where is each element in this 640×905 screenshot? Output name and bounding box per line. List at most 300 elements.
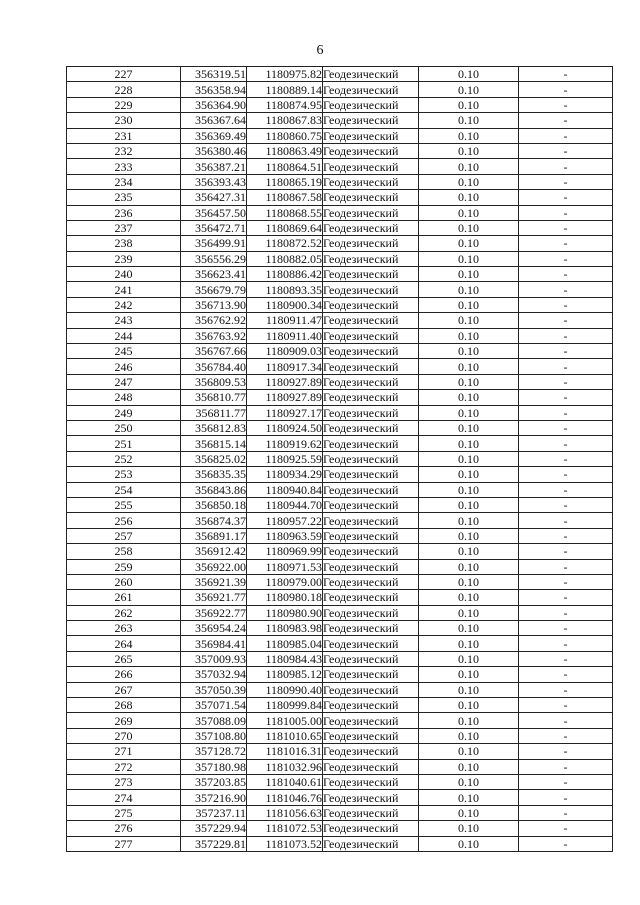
y-coordinate-cell: 1180911.40 bbox=[247, 328, 323, 343]
description-cell: - bbox=[519, 344, 613, 359]
method-cell: Геодезический bbox=[323, 436, 419, 451]
x-coordinate-cell: 356921.39 bbox=[181, 574, 247, 589]
point-number-cell: 243 bbox=[67, 313, 181, 328]
point-number-cell: 228 bbox=[67, 82, 181, 97]
table-row bbox=[67, 436, 613, 451]
method-cell: Геодезический bbox=[323, 621, 419, 636]
x-coordinate-cell: 356367.64 bbox=[181, 113, 247, 128]
method-cell: Геодезический bbox=[323, 143, 419, 158]
x-coordinate-cell: 356713.90 bbox=[181, 297, 247, 312]
description-cell: - bbox=[519, 313, 613, 328]
table-row bbox=[67, 205, 613, 220]
accuracy-cell: 0.10 bbox=[419, 574, 519, 589]
y-coordinate-cell: 1180882.05 bbox=[247, 251, 323, 266]
accuracy-cell: 0.10 bbox=[419, 359, 519, 374]
method-cell: Геодезический bbox=[323, 467, 419, 482]
y-coordinate-cell: 1180975.82 bbox=[247, 67, 323, 82]
accuracy-cell: 0.10 bbox=[419, 328, 519, 343]
description-cell: - bbox=[519, 174, 613, 189]
method-cell: Геодезический bbox=[323, 759, 419, 774]
accuracy-cell: 0.10 bbox=[419, 544, 519, 559]
description-cell: - bbox=[519, 220, 613, 235]
description-cell: - bbox=[519, 205, 613, 220]
method-cell: Геодезический bbox=[323, 836, 419, 851]
point-number-cell: 261 bbox=[67, 590, 181, 605]
method-cell: Геодезический bbox=[323, 821, 419, 836]
accuracy-cell: 0.10 bbox=[419, 728, 519, 743]
method-cell: Геодезический bbox=[323, 482, 419, 497]
description-cell: - bbox=[519, 451, 613, 466]
description-cell: - bbox=[519, 297, 613, 312]
point-number-cell: 260 bbox=[67, 574, 181, 589]
point-number-cell: 230 bbox=[67, 113, 181, 128]
x-coordinate-cell: 357050.39 bbox=[181, 682, 247, 697]
method-cell: Геодезический bbox=[323, 405, 419, 420]
y-coordinate-cell: 1180999.84 bbox=[247, 698, 323, 713]
method-cell: Геодезический bbox=[323, 297, 419, 312]
y-coordinate-cell: 1180919.62 bbox=[247, 436, 323, 451]
table-row bbox=[67, 390, 613, 405]
method-cell: Геодезический bbox=[323, 667, 419, 682]
y-coordinate-cell: 1181040.61 bbox=[247, 774, 323, 789]
table-row bbox=[67, 544, 613, 559]
description-cell: - bbox=[519, 559, 613, 574]
table-row bbox=[67, 805, 613, 820]
method-cell: Геодезический bbox=[323, 190, 419, 205]
x-coordinate-cell: 357237.11 bbox=[181, 805, 247, 820]
description-cell: - bbox=[519, 513, 613, 528]
point-number-cell: 265 bbox=[67, 651, 181, 666]
x-coordinate-cell: 356891.17 bbox=[181, 528, 247, 543]
point-number-cell: 237 bbox=[67, 220, 181, 235]
description-cell: - bbox=[519, 636, 613, 651]
y-coordinate-cell: 1180869.64 bbox=[247, 220, 323, 235]
y-coordinate-cell: 1180969.99 bbox=[247, 544, 323, 559]
point-number-cell: 259 bbox=[67, 559, 181, 574]
y-coordinate-cell: 1180979.00 bbox=[247, 574, 323, 589]
table-row bbox=[67, 67, 613, 82]
accuracy-cell: 0.10 bbox=[419, 313, 519, 328]
x-coordinate-cell: 357216.90 bbox=[181, 790, 247, 805]
y-coordinate-cell: 1180886.42 bbox=[247, 267, 323, 282]
accuracy-cell: 0.10 bbox=[419, 774, 519, 789]
accuracy-cell: 0.10 bbox=[419, 236, 519, 251]
description-cell: - bbox=[519, 497, 613, 512]
method-cell: Геодезический bbox=[323, 220, 419, 235]
point-number-cell: 233 bbox=[67, 159, 181, 174]
x-coordinate-cell: 356954.24 bbox=[181, 621, 247, 636]
description-cell: - bbox=[519, 359, 613, 374]
table-row bbox=[67, 728, 613, 743]
x-coordinate-cell: 357071.54 bbox=[181, 698, 247, 713]
point-number-cell: 238 bbox=[67, 236, 181, 251]
table-row bbox=[67, 513, 613, 528]
y-coordinate-cell: 1180868.55 bbox=[247, 205, 323, 220]
method-cell: Геодезический bbox=[323, 513, 419, 528]
description-cell: - bbox=[519, 544, 613, 559]
y-coordinate-cell: 1181010.65 bbox=[247, 728, 323, 743]
table-row bbox=[67, 190, 613, 205]
y-coordinate-cell: 1181046.76 bbox=[247, 790, 323, 805]
accuracy-cell: 0.10 bbox=[419, 420, 519, 435]
y-coordinate-cell: 1180917.34 bbox=[247, 359, 323, 374]
accuracy-cell: 0.10 bbox=[419, 836, 519, 851]
method-cell: Геодезический bbox=[323, 390, 419, 405]
coordinates-table-body bbox=[67, 67, 613, 852]
y-coordinate-cell: 1180980.18 bbox=[247, 590, 323, 605]
table-row bbox=[67, 713, 613, 728]
y-coordinate-cell: 1180957.22 bbox=[247, 513, 323, 528]
table-row bbox=[67, 790, 613, 805]
point-number-cell: 263 bbox=[67, 621, 181, 636]
point-number-cell: 264 bbox=[67, 636, 181, 651]
y-coordinate-cell: 1180927.89 bbox=[247, 390, 323, 405]
x-coordinate-cell: 356472.71 bbox=[181, 220, 247, 235]
description-cell: - bbox=[519, 328, 613, 343]
method-cell: Геодезический bbox=[323, 528, 419, 543]
x-coordinate-cell: 356825.02 bbox=[181, 451, 247, 466]
point-number-cell: 250 bbox=[67, 420, 181, 435]
x-coordinate-cell: 356811.77 bbox=[181, 405, 247, 420]
point-number-cell: 235 bbox=[67, 190, 181, 205]
point-number-cell: 240 bbox=[67, 267, 181, 282]
x-coordinate-cell: 356499.91 bbox=[181, 236, 247, 251]
point-number-cell: 234 bbox=[67, 174, 181, 189]
y-coordinate-cell: 1180934.29 bbox=[247, 467, 323, 482]
description-cell: - bbox=[519, 590, 613, 605]
x-coordinate-cell: 356319.51 bbox=[181, 67, 247, 82]
table-row bbox=[67, 282, 613, 297]
accuracy-cell: 0.10 bbox=[419, 436, 519, 451]
accuracy-cell: 0.10 bbox=[419, 713, 519, 728]
accuracy-cell: 0.10 bbox=[419, 282, 519, 297]
accuracy-cell: 0.10 bbox=[419, 559, 519, 574]
coordinates-table bbox=[66, 66, 613, 852]
method-cell: Геодезический bbox=[323, 113, 419, 128]
point-number-cell: 227 bbox=[67, 67, 181, 82]
point-number-cell: 257 bbox=[67, 528, 181, 543]
method-cell: Геодезический bbox=[323, 159, 419, 174]
method-cell: Геодезический bbox=[323, 174, 419, 189]
description-cell: - bbox=[519, 420, 613, 435]
x-coordinate-cell: 356812.83 bbox=[181, 420, 247, 435]
table-row bbox=[67, 451, 613, 466]
table-row bbox=[67, 605, 613, 620]
method-cell: Геодезический bbox=[323, 682, 419, 697]
table-row bbox=[67, 344, 613, 359]
description-cell: - bbox=[519, 574, 613, 589]
x-coordinate-cell: 356912.42 bbox=[181, 544, 247, 559]
accuracy-cell: 0.10 bbox=[419, 805, 519, 820]
x-coordinate-cell: 356358.94 bbox=[181, 82, 247, 97]
point-number-cell: 252 bbox=[67, 451, 181, 466]
description-cell: - bbox=[519, 698, 613, 713]
y-coordinate-cell: 1180911.47 bbox=[247, 313, 323, 328]
accuracy-cell: 0.10 bbox=[419, 251, 519, 266]
accuracy-cell: 0.10 bbox=[419, 790, 519, 805]
y-coordinate-cell: 1181032.96 bbox=[247, 759, 323, 774]
description-cell: - bbox=[519, 482, 613, 497]
accuracy-cell: 0.10 bbox=[419, 528, 519, 543]
accuracy-cell: 0.10 bbox=[419, 682, 519, 697]
description-cell: - bbox=[519, 143, 613, 158]
method-cell: Геодезический bbox=[323, 713, 419, 728]
y-coordinate-cell: 1180864.51 bbox=[247, 159, 323, 174]
table-row bbox=[67, 836, 613, 851]
description-cell: - bbox=[519, 682, 613, 697]
accuracy-cell: 0.10 bbox=[419, 67, 519, 82]
x-coordinate-cell: 356623.41 bbox=[181, 267, 247, 282]
description-cell: - bbox=[519, 651, 613, 666]
x-coordinate-cell: 356380.46 bbox=[181, 143, 247, 158]
accuracy-cell: 0.10 bbox=[419, 605, 519, 620]
accuracy-cell: 0.10 bbox=[419, 220, 519, 235]
description-cell: - bbox=[519, 267, 613, 282]
description-cell: - bbox=[519, 667, 613, 682]
x-coordinate-cell: 357009.93 bbox=[181, 651, 247, 666]
y-coordinate-cell: 1180889.14 bbox=[247, 82, 323, 97]
method-cell: Геодезический bbox=[323, 805, 419, 820]
table-row bbox=[67, 682, 613, 697]
point-number-cell: 271 bbox=[67, 744, 181, 759]
method-cell: Геодезический bbox=[323, 559, 419, 574]
y-coordinate-cell: 1180924.50 bbox=[247, 420, 323, 435]
table-row bbox=[67, 405, 613, 420]
y-coordinate-cell: 1181056.63 bbox=[247, 805, 323, 820]
description-cell: - bbox=[519, 113, 613, 128]
x-coordinate-cell: 357128.72 bbox=[181, 744, 247, 759]
y-coordinate-cell: 1180927.17 bbox=[247, 405, 323, 420]
y-coordinate-cell: 1180872.52 bbox=[247, 236, 323, 251]
accuracy-cell: 0.10 bbox=[419, 497, 519, 512]
accuracy-cell: 0.10 bbox=[419, 405, 519, 420]
method-cell: Геодезический bbox=[323, 728, 419, 743]
table-row bbox=[67, 128, 613, 143]
description-cell: - bbox=[519, 744, 613, 759]
accuracy-cell: 0.10 bbox=[419, 97, 519, 112]
accuracy-cell: 0.10 bbox=[419, 451, 519, 466]
description-cell: - bbox=[519, 528, 613, 543]
description-cell: - bbox=[519, 821, 613, 836]
x-coordinate-cell: 356809.53 bbox=[181, 374, 247, 389]
method-cell: Геодезический bbox=[323, 82, 419, 97]
table-row bbox=[67, 143, 613, 158]
description-cell: - bbox=[519, 97, 613, 112]
accuracy-cell: 0.10 bbox=[419, 267, 519, 282]
point-number-cell: 239 bbox=[67, 251, 181, 266]
table-row bbox=[67, 497, 613, 512]
description-cell: - bbox=[519, 467, 613, 482]
point-number-cell: 253 bbox=[67, 467, 181, 482]
x-coordinate-cell: 356835.35 bbox=[181, 467, 247, 482]
method-cell: Геодезический bbox=[323, 544, 419, 559]
table-row bbox=[67, 82, 613, 97]
y-coordinate-cell: 1180963.59 bbox=[247, 528, 323, 543]
point-number-cell: 254 bbox=[67, 482, 181, 497]
description-cell: - bbox=[519, 605, 613, 620]
point-number-cell: 241 bbox=[67, 282, 181, 297]
point-number-cell: 244 bbox=[67, 328, 181, 343]
x-coordinate-cell: 356784.40 bbox=[181, 359, 247, 374]
accuracy-cell: 0.10 bbox=[419, 113, 519, 128]
point-number-cell: 270 bbox=[67, 728, 181, 743]
y-coordinate-cell: 1180909.03 bbox=[247, 344, 323, 359]
method-cell: Геодезический bbox=[323, 374, 419, 389]
accuracy-cell: 0.10 bbox=[419, 482, 519, 497]
point-number-cell: 266 bbox=[67, 667, 181, 682]
accuracy-cell: 0.10 bbox=[419, 636, 519, 651]
method-cell: Геодезический bbox=[323, 359, 419, 374]
point-number-cell: 275 bbox=[67, 805, 181, 820]
point-number-cell: 269 bbox=[67, 713, 181, 728]
point-number-cell: 277 bbox=[67, 836, 181, 851]
table-row bbox=[67, 297, 613, 312]
description-cell: - bbox=[519, 67, 613, 82]
description-cell: - bbox=[519, 374, 613, 389]
x-coordinate-cell: 356387.21 bbox=[181, 159, 247, 174]
description-cell: - bbox=[519, 436, 613, 451]
y-coordinate-cell: 1180865.19 bbox=[247, 174, 323, 189]
point-number-cell: 229 bbox=[67, 97, 181, 112]
point-number-cell: 267 bbox=[67, 682, 181, 697]
table-row bbox=[67, 467, 613, 482]
table-row bbox=[67, 313, 613, 328]
accuracy-cell: 0.10 bbox=[419, 82, 519, 97]
point-number-cell: 236 bbox=[67, 205, 181, 220]
point-number-cell: 242 bbox=[67, 297, 181, 312]
description-cell: - bbox=[519, 251, 613, 266]
accuracy-cell: 0.10 bbox=[419, 759, 519, 774]
point-number-cell: 272 bbox=[67, 759, 181, 774]
method-cell: Геодезический bbox=[323, 651, 419, 666]
x-coordinate-cell: 356427.31 bbox=[181, 190, 247, 205]
y-coordinate-cell: 1180971.53 bbox=[247, 559, 323, 574]
method-cell: Геодезический bbox=[323, 574, 419, 589]
x-coordinate-cell: 357088.09 bbox=[181, 713, 247, 728]
y-coordinate-cell: 1180863.49 bbox=[247, 143, 323, 158]
page-number: 6 bbox=[316, 43, 324, 58]
description-cell: - bbox=[519, 759, 613, 774]
method-cell: Геодезический bbox=[323, 205, 419, 220]
table-row bbox=[67, 328, 613, 343]
x-coordinate-cell: 356874.37 bbox=[181, 513, 247, 528]
x-coordinate-cell: 357229.94 bbox=[181, 821, 247, 836]
x-coordinate-cell: 356984.41 bbox=[181, 636, 247, 651]
method-cell: Геодезический bbox=[323, 282, 419, 297]
point-number-cell: 231 bbox=[67, 128, 181, 143]
table-row bbox=[67, 374, 613, 389]
x-coordinate-cell: 356922.77 bbox=[181, 605, 247, 620]
accuracy-cell: 0.10 bbox=[419, 205, 519, 220]
y-coordinate-cell: 1180990.40 bbox=[247, 682, 323, 697]
table-row bbox=[67, 759, 613, 774]
accuracy-cell: 0.10 bbox=[419, 590, 519, 605]
accuracy-cell: 0.10 bbox=[419, 128, 519, 143]
accuracy-cell: 0.10 bbox=[419, 190, 519, 205]
method-cell: Геодезический bbox=[323, 451, 419, 466]
method-cell: Геодезический bbox=[323, 790, 419, 805]
point-number-cell: 273 bbox=[67, 774, 181, 789]
accuracy-cell: 0.10 bbox=[419, 821, 519, 836]
description-cell: - bbox=[519, 805, 613, 820]
point-number-cell: 268 bbox=[67, 698, 181, 713]
point-number-cell: 246 bbox=[67, 359, 181, 374]
description-cell: - bbox=[519, 621, 613, 636]
table-row bbox=[67, 159, 613, 174]
x-coordinate-cell: 357229.81 bbox=[181, 836, 247, 851]
method-cell: Геодезический bbox=[323, 774, 419, 789]
y-coordinate-cell: 1180980.90 bbox=[247, 605, 323, 620]
point-number-cell: 232 bbox=[67, 143, 181, 158]
x-coordinate-cell: 357203.85 bbox=[181, 774, 247, 789]
x-coordinate-cell: 356762.92 bbox=[181, 313, 247, 328]
accuracy-cell: 0.10 bbox=[419, 159, 519, 174]
description-cell: - bbox=[519, 390, 613, 405]
y-coordinate-cell: 1180867.58 bbox=[247, 190, 323, 205]
table-row bbox=[67, 821, 613, 836]
method-cell: Геодезический bbox=[323, 128, 419, 143]
y-coordinate-cell: 1180927.89 bbox=[247, 374, 323, 389]
y-coordinate-cell: 1180867.83 bbox=[247, 113, 323, 128]
table-row bbox=[67, 251, 613, 266]
point-number-cell: 245 bbox=[67, 344, 181, 359]
y-coordinate-cell: 1181005.00 bbox=[247, 713, 323, 728]
table-row bbox=[67, 651, 613, 666]
x-coordinate-cell: 356850.18 bbox=[181, 497, 247, 512]
x-coordinate-cell: 356810.77 bbox=[181, 390, 247, 405]
x-coordinate-cell: 356767.66 bbox=[181, 344, 247, 359]
x-coordinate-cell: 357108.80 bbox=[181, 728, 247, 743]
method-cell: Геодезический bbox=[323, 236, 419, 251]
accuracy-cell: 0.10 bbox=[419, 297, 519, 312]
method-cell: Геодезический bbox=[323, 420, 419, 435]
accuracy-cell: 0.10 bbox=[419, 621, 519, 636]
point-number-cell: 262 bbox=[67, 605, 181, 620]
y-coordinate-cell: 1181073.52 bbox=[247, 836, 323, 851]
method-cell: Геодезический bbox=[323, 97, 419, 112]
x-coordinate-cell: 356843.86 bbox=[181, 482, 247, 497]
method-cell: Геодезический bbox=[323, 590, 419, 605]
point-number-cell: 274 bbox=[67, 790, 181, 805]
y-coordinate-cell: 1180900.34 bbox=[247, 297, 323, 312]
table-row bbox=[67, 774, 613, 789]
x-coordinate-cell: 356922.00 bbox=[181, 559, 247, 574]
accuracy-cell: 0.10 bbox=[419, 390, 519, 405]
method-cell: Геодезический bbox=[323, 267, 419, 282]
table-row bbox=[67, 267, 613, 282]
table-row bbox=[67, 667, 613, 682]
table-row bbox=[67, 97, 613, 112]
method-cell: Геодезический bbox=[323, 251, 419, 266]
description-cell: - bbox=[519, 128, 613, 143]
x-coordinate-cell: 356457.50 bbox=[181, 205, 247, 220]
description-cell: - bbox=[519, 82, 613, 97]
method-cell: Геодезический bbox=[323, 313, 419, 328]
accuracy-cell: 0.10 bbox=[419, 374, 519, 389]
x-coordinate-cell: 356393.43 bbox=[181, 174, 247, 189]
table-row bbox=[67, 590, 613, 605]
table-row bbox=[67, 420, 613, 435]
x-coordinate-cell: 356679.79 bbox=[181, 282, 247, 297]
table-row bbox=[67, 698, 613, 713]
table-row bbox=[67, 220, 613, 235]
method-cell: Геодезический bbox=[323, 67, 419, 82]
point-number-cell: 251 bbox=[67, 436, 181, 451]
accuracy-cell: 0.10 bbox=[419, 174, 519, 189]
point-number-cell: 249 bbox=[67, 405, 181, 420]
y-coordinate-cell: 1180984.43 bbox=[247, 651, 323, 666]
method-cell: Геодезический bbox=[323, 744, 419, 759]
